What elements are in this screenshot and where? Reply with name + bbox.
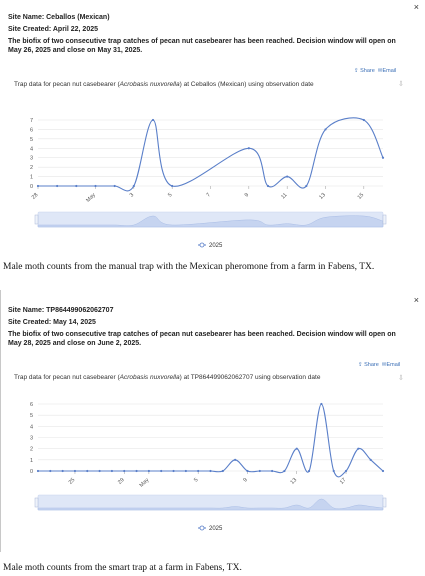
share-icon: ⇪ [358, 362, 365, 368]
data-point [267, 185, 269, 187]
data-point [135, 470, 137, 472]
y-tick-label: 3 [29, 435, 33, 442]
data-point [133, 185, 135, 187]
chart-title-species: Acrobasis nuxvorella [119, 374, 180, 381]
legend-marker [200, 243, 204, 247]
chart-title-suffix: ) at Ceballos (Mexican) using observation date [179, 81, 314, 88]
y-tick-label: 1 [29, 174, 33, 181]
data-point [308, 470, 310, 472]
data-point [296, 448, 298, 450]
y-tick-label: 4 [29, 424, 33, 431]
data-point [123, 470, 125, 472]
x-tick-label: 15 [356, 192, 366, 201]
navigator-handle-right [383, 215, 386, 224]
data-point [345, 470, 347, 472]
x-tick-label: May [138, 477, 151, 489]
x-tick-label: 3 [128, 192, 136, 199]
y-tick-label: 0 [29, 469, 33, 475]
trap-panel-smart [0, 290, 425, 576]
data-point [286, 175, 288, 177]
y-tick-label: 1 [29, 457, 33, 464]
biofix-message: The biofix of two consecutive trap catches of pecan nut casebearer has been reached. Decision window will open on May 28, 2025 and close on June 2, 2025. [8, 331, 396, 347]
data-point [185, 470, 187, 472]
email-link[interactable] [378, 68, 396, 74]
chart-title-prefix: Trap data for pecan nut casebearer ( [14, 374, 120, 381]
x-tick-label: 13 [318, 192, 327, 201]
data-point [94, 185, 96, 187]
download-icon[interactable]: ⇩ [398, 375, 404, 382]
data-point [62, 470, 64, 472]
legend-label: 2025 [209, 526, 223, 532]
x-tick-label: 11 [280, 192, 289, 201]
data-point [370, 459, 372, 461]
navigator-handle-left [35, 498, 38, 507]
y-tick-label: 4 [29, 146, 33, 153]
share-links [354, 68, 396, 74]
figure-caption: Male moth counts from the smart trap at a farm in Fabens, TX. [3, 563, 242, 573]
x-tick-label: 5 [167, 192, 174, 199]
data-point [160, 470, 162, 472]
site-created: Site Created: May 14, 2025 [8, 319, 96, 326]
email-label: Email [382, 68, 397, 74]
x-tick-label: 9 [242, 477, 249, 484]
x-tick-label: 29 [117, 477, 126, 486]
close-icon[interactable]: × [413, 2, 419, 12]
navigator-handle-left [35, 215, 38, 224]
data-point [363, 119, 365, 121]
email-label: Email [386, 362, 401, 368]
data-point [49, 470, 51, 472]
biofix-message: The biofix of two consecutive trap catches of pecan nut casebearer has been reached. Decision window will open on May 26, 2025 and close on May 31, 2025. [8, 38, 396, 54]
y-tick-label: 2 [29, 165, 33, 172]
site-name: Site Name: Ceballos (Mexican) [8, 14, 110, 21]
data-point [246, 470, 248, 472]
x-tick-label: 7 [205, 192, 212, 199]
y-tick-label: 6 [29, 402, 33, 408]
share-links [358, 362, 400, 368]
figure-caption: Male moth counts from the manual trap with the Mexican pheromone from a farm in Fabens, TX. [3, 262, 375, 272]
share-link[interactable] [358, 362, 379, 368]
data-point [209, 470, 211, 472]
y-tick-label: 7 [29, 118, 33, 124]
data-point [148, 470, 150, 472]
data-point [283, 470, 285, 472]
y-tick-label: 3 [29, 155, 33, 162]
line-chart-smart-trap [0, 392, 425, 552]
data-point [86, 470, 88, 472]
y-tick-label: 5 [29, 413, 33, 420]
x-tick-label: 5 [193, 477, 200, 484]
close-icon[interactable]: × [413, 295, 419, 305]
data-point [75, 185, 77, 187]
y-tick-label: 2 [29, 446, 33, 453]
x-tick-label: 28 [30, 192, 40, 201]
site-created: Site Created: April 22, 2025 [8, 26, 99, 33]
data-point [357, 448, 359, 450]
share-label: Share [360, 68, 375, 74]
x-tick-label: 17 [338, 477, 348, 486]
data-point [99, 470, 101, 472]
x-tick-label: May [85, 192, 97, 204]
data-point [74, 470, 76, 472]
share-label: Share [364, 362, 379, 368]
line-chart-ceballos [0, 96, 425, 266]
data-point [37, 470, 39, 472]
data-point [333, 470, 335, 472]
share-icon: ⇪ [354, 68, 361, 74]
data-point [248, 147, 250, 149]
data-point [114, 185, 116, 187]
chart-title [14, 374, 384, 382]
navigator-handle-right [383, 498, 386, 507]
data-point [37, 185, 39, 187]
email-link[interactable] [382, 362, 400, 368]
site-info [3, 14, 396, 55]
data-point [197, 470, 199, 472]
data-point [234, 459, 236, 461]
x-tick-label: 25 [67, 477, 77, 486]
share-link[interactable] [354, 68, 375, 74]
data-point [271, 470, 273, 472]
email-icon: ✉ [377, 68, 383, 74]
data-point [305, 185, 307, 187]
y-tick-label: 0 [29, 184, 33, 190]
y-tick-label: 5 [29, 136, 33, 143]
legend-marker [200, 526, 204, 530]
chart-title-suffix: ) at TP864499062062707 using observation date [179, 374, 321, 381]
email-icon: ✉ [381, 362, 387, 368]
x-tick-label: 9 [243, 192, 251, 199]
y-tick-label: 6 [29, 127, 33, 134]
x-tick-label: 13 [289, 477, 299, 486]
download-icon[interactable]: ⇩ [398, 81, 404, 88]
legend-label: 2025 [209, 243, 223, 249]
chart-title [14, 81, 384, 89]
data-point [172, 470, 174, 472]
data-point [111, 470, 113, 472]
chart-title-prefix: Trap data for pecan nut casebearer ( [14, 81, 120, 88]
data-point [222, 470, 224, 472]
series-line [38, 118, 383, 191]
data-point [382, 157, 384, 159]
data-point [171, 185, 173, 187]
data-point [152, 119, 154, 121]
data-point [382, 470, 384, 472]
data-point [56, 185, 58, 187]
chart-title-species: Acrobasis nuxvorella [119, 81, 180, 88]
site-name: Site Name: TP864499062062707 [8, 307, 114, 314]
site-info [3, 307, 396, 348]
data-point [259, 470, 261, 472]
data-point [324, 128, 326, 130]
data-point [320, 403, 322, 405]
